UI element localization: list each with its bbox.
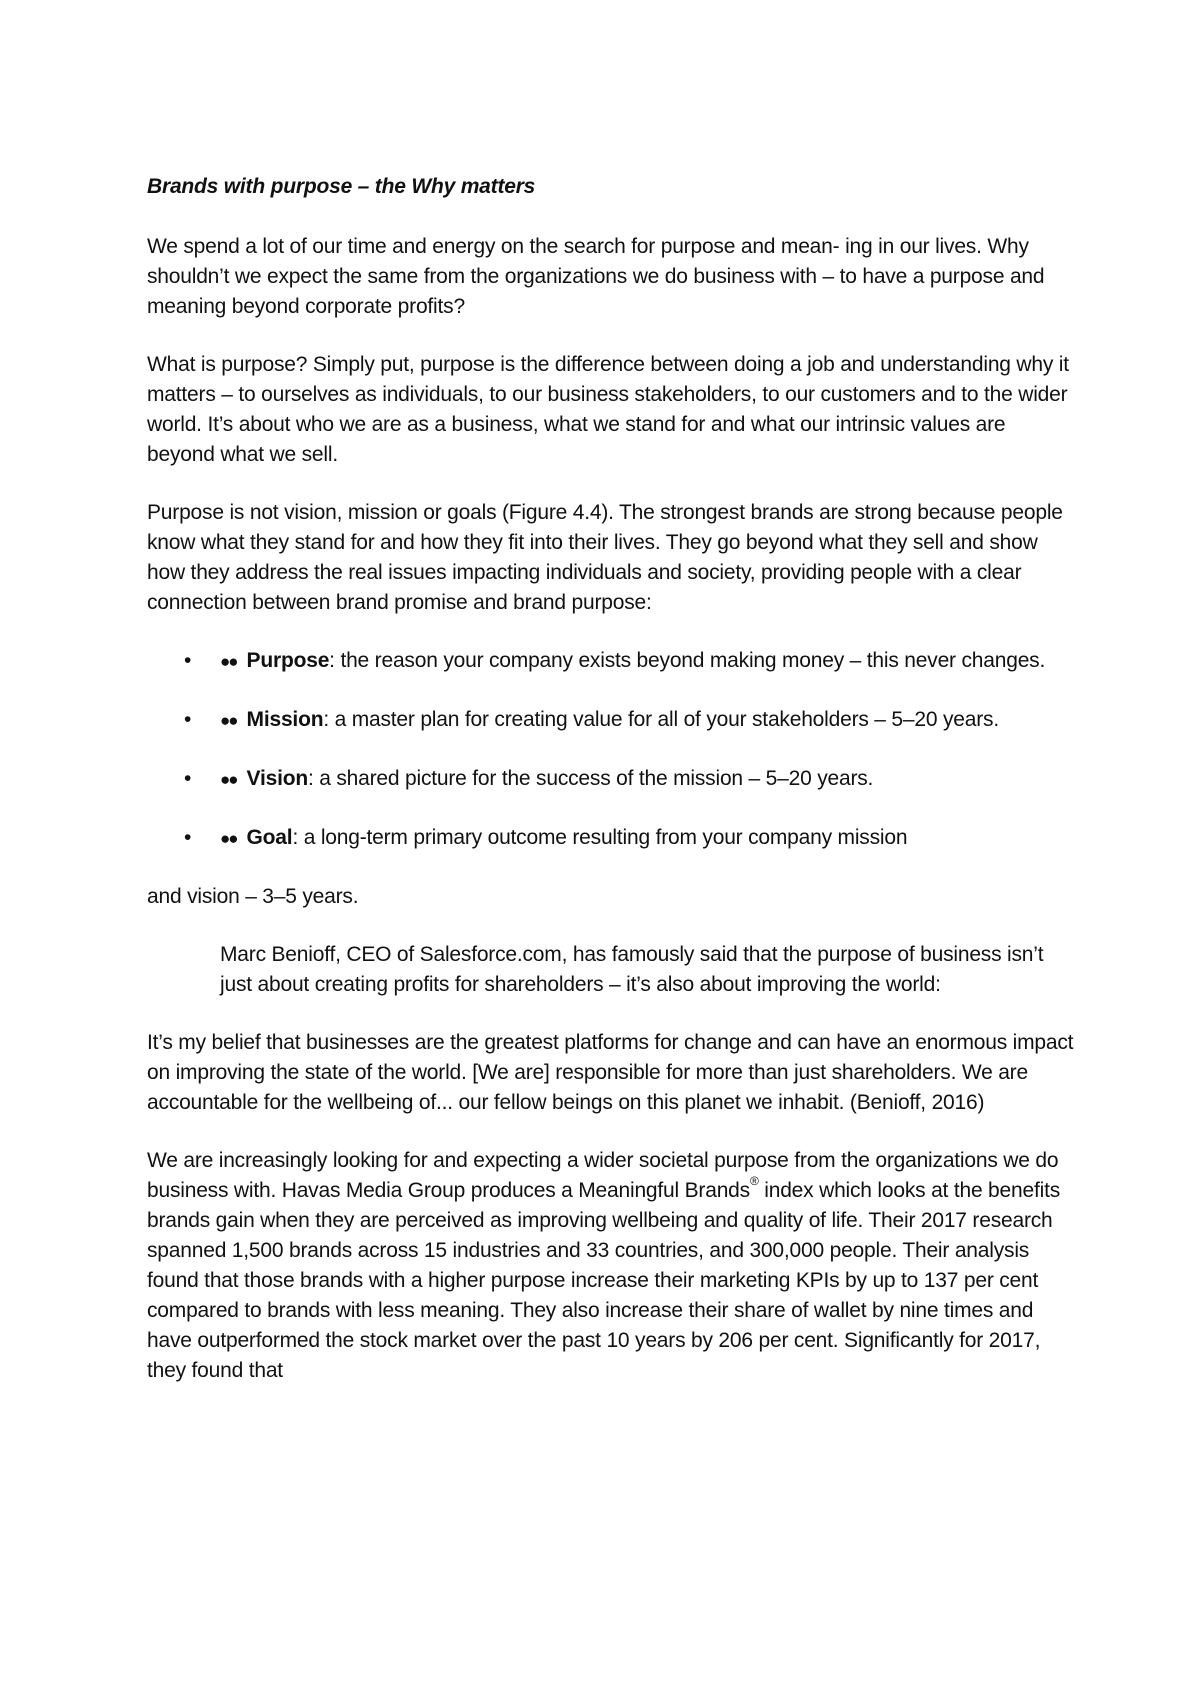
registered-mark: ® [749,1174,759,1188]
paragraph-havas [147,1146,1077,1386]
benioff-quote: It’s my belief that businesses are the greatest platforms for change and can have an enormous impact on improving the state of the world. [We are] responsible for more than just shareholders. We are accountable for the wellbeing of... our fellow beings on this planet we inhabit. (Benioff, 2016) [147,1031,1074,1114]
term-mission: Mission [246,708,324,731]
double-bullet-icon: ●● [220,829,237,848]
list-item-vision [147,764,1077,795]
paragraph-what-is-purpose: What is purpose? Simply put, purpose is the difference between doing a job and understanding why it matters – to ourselves as individuals, to our business stakeholders, to our customers and to the wider world. It’s about who we are as a business, what we stand for and what our intrinsic values are beyond what we sell. [147,353,1069,466]
bullet-icon: • [184,826,192,849]
definitions-list [147,646,1077,854]
paragraph-benioff-intro: Marc Benioff, CEO of Salesforce.com, has famously said that the purpose of business isn’t just about creating profits for shareholders – it’s also about improving the world: [220,943,1044,996]
bullet-icon: • [184,767,192,790]
paragraph-intro: We spend a lot of our time and energy on the search for purpose and mean- ing in our lives. Why shouldn’t we expect the same from the organizations we do business with – to have a purpose and meaning beyond corporate profits? [147,235,1045,318]
term-purpose: Purpose [246,649,330,672]
definition-mission: : a master plan for creating value for all of your stakeholders – 5–20 years. [323,708,999,731]
goal-continuation: and vision – 3–5 years. [147,885,359,908]
havas-text-end: index which looks at the benefits brands gain when they are perceived as improving wellbeing and quality of life. Their 2017 research spanned 1,500 brands across 15 industries and 33 countries, and 300,000 people. Their analysis found that those brands with a higher purpose increase their marketing KPIs by up to 137 per cent compared to brands with less meaning. They also increase their share of wallet by nine times and have outperformed the stock market over the past 10 years by 206 per cent. Significantly for 2017, they found that [147,1179,1061,1382]
double-bullet-icon: ●● [220,711,237,730]
bullet-icon: • [184,708,192,731]
term-goal: Goal [246,826,293,849]
list-item-purpose [147,646,1077,677]
definition-purpose: : the reason your company exists beyond making money – this never changes. [329,649,1046,672]
term-vision: Vision [246,767,308,790]
list-item-goal [147,823,1077,854]
document-body [147,172,1077,1414]
definition-vision: : a shared picture for the success of the mission – 5–20 years. [307,767,874,790]
havas-text-start: We are increasingly looking for and expecting a wider societal purpose from the organizations we do business with. Havas Media Group produces a Meaningful Brands [147,1149,1059,1202]
bullet-icon: • [184,649,192,672]
paragraph-purpose-not-vision: Purpose is not vision, mission or goals (Figure 4.4). The strongest brands are strong because people know what they stand for and how they fit into their lives. They go beyond what they sell and show how they address the real issues impacting individuals and society, providing people with a clear connection between brand promise and brand purpose: [147,501,1063,614]
double-bullet-icon: ●● [220,652,237,671]
double-bullet-icon: ●● [220,770,237,789]
definition-goal: : a long-term primary outcome resulting from your company mission [292,826,908,849]
list-item-mission [147,705,1077,736]
section-heading: Brands with purpose – the Why matters [147,175,536,198]
